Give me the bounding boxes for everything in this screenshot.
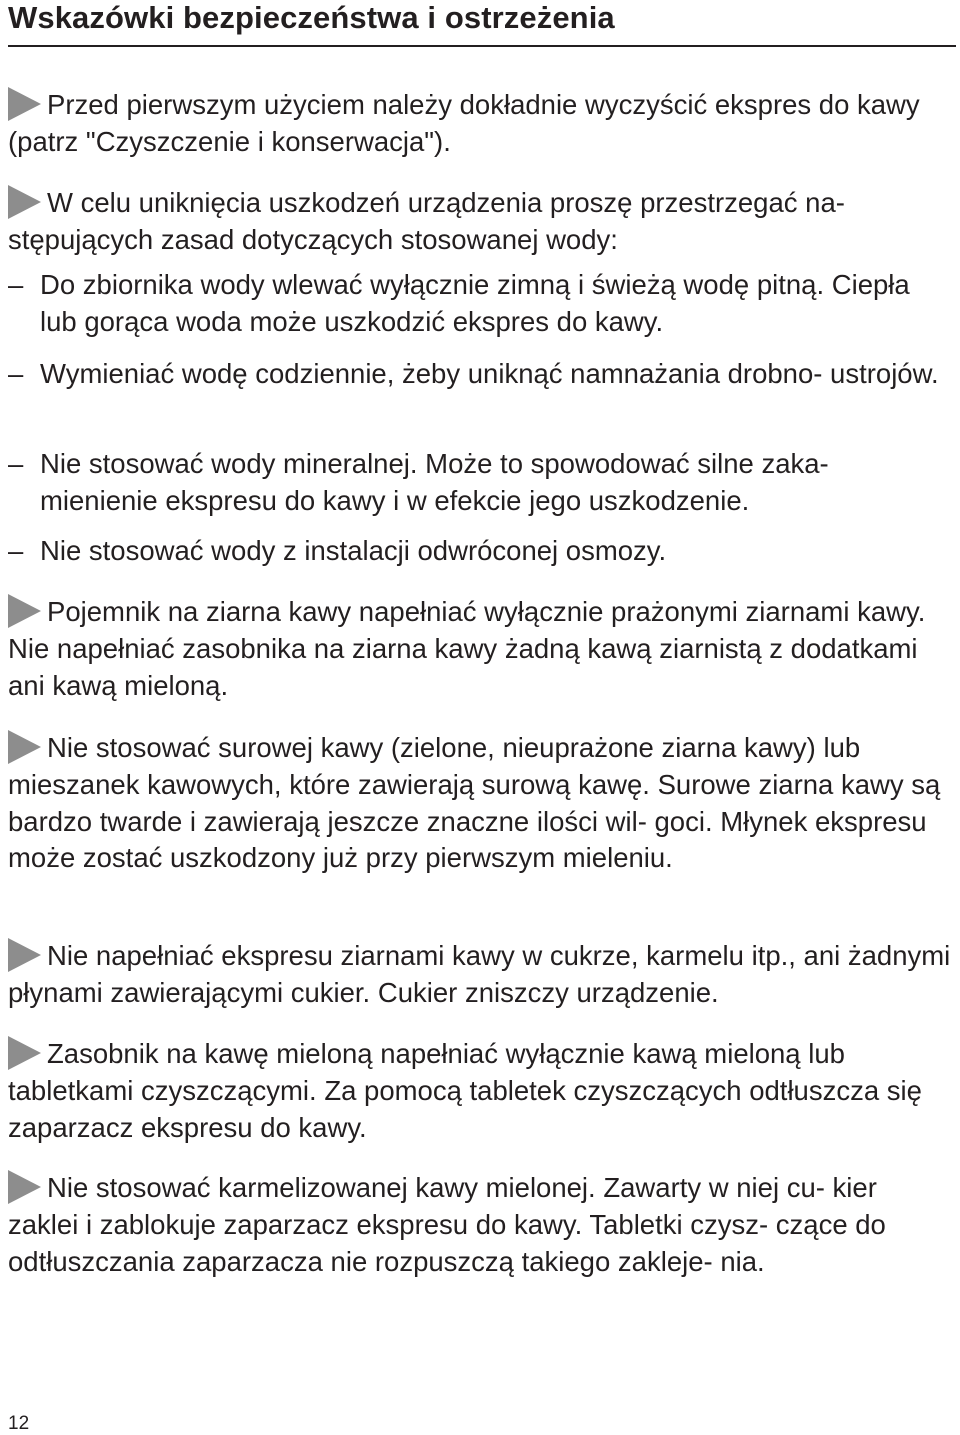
list-item	[8, 533, 952, 570]
dash-icon: –	[8, 535, 24, 566]
arrow-right-icon	[8, 594, 41, 628]
instruction-text: Nie stosować karmelizowanej kawy mielonej. Zawarty w niej cu- kier zaklei i zablokuje zaparzacz ekspresu do kawy. Tabletki czysz- czące do odtłuszczania zaparzacza nie rozpuszczą takiego zakleje- nia.	[8, 1172, 886, 1277]
instruction-text: Zasobnik na kawę mieloną napełniać wyłącznie kawą mieloną lub tabletkami czyszczącymi. Za pomocą tabletek czyszczących odtłuszcza się zaparzacz ekspresu do kawy.	[8, 1038, 922, 1143]
instruction-water-rules	[8, 185, 952, 259]
arrow-right-icon	[8, 1170, 41, 1204]
arrow-right-icon	[8, 185, 41, 219]
title-divider	[8, 45, 956, 47]
arrow-right-icon	[8, 730, 41, 764]
arrow-right-icon	[8, 1036, 41, 1070]
instruction-cleaning-before-first-use	[8, 87, 952, 161]
list-item-text: Do zbiornika wody wlewać wyłącznie zimną i świeżą wodę pitną. Ciepła lub gorąca woda może uszkodzić ekspres do kawy.	[40, 269, 910, 337]
instruction-sugar-coated	[8, 938, 952, 1012]
arrow-right-icon	[8, 938, 41, 972]
dash-icon: –	[8, 448, 24, 479]
instruction-text: Nie stosować surowej kawy (zielone, nieuprażone ziarna kawy) lub mieszanek kawowych, które zawierają surową kawę. Surowe ziarna kawy są bardzo twarde i zawierają jeszcze znaczne ilości wil- goci. Młynek ekspresu może zostać uszkodzony już przy pierwszym mieleniu.	[8, 732, 941, 874]
instruction-caramelized-coffee	[8, 1170, 952, 1280]
arrow-right-icon	[8, 87, 41, 121]
dash-icon: –	[8, 358, 24, 389]
list-item-text: Nie stosować wody z instalacji odwróconej osmozy.	[40, 535, 667, 566]
instruction-text: Pojemnik na ziarna kawy napełniać wyłącznie prażonymi ziarnami kawy. Nie napełniać zasobnika na ziarna kawy żadną kawą ziarnistą z dodatkami ani kawą mieloną.	[8, 596, 926, 701]
list-item-text: Nie stosować wody mineralnej. Może to spowodować silne zaka- mienienie ekspresu do kawy i w efekcie jego uszkodzenie.	[40, 448, 829, 516]
instruction-text: Przed pierwszym użyciem należy dokładnie wyczyścić ekspres do kawy (patrz "Czyszczenie i konserwacja").	[8, 89, 920, 157]
instruction-bean-container	[8, 594, 952, 704]
page-title: Wskazówki bezpieczeństwa i ostrzeżenia	[8, 0, 615, 35]
instruction-text: W celu uniknięcia uszkodzeń urządzenia proszę przestrzegać na- stępujących zasad dotyczących stosowanej wody:	[8, 187, 845, 255]
instruction-text: Nie napełniać ekspresu ziarnami kawy w cukrze, karmelu itp., ani żadnymi płynami zawierającymi cukier. Cukier zniszczy urządzenie.	[8, 940, 951, 1008]
list-item	[8, 267, 952, 341]
instruction-ground-coffee-container	[8, 1036, 952, 1146]
list-item-text: Wymieniać wodę codziennie, żeby uniknąć namnażania drobno- ustrojów.	[40, 358, 939, 389]
list-item	[8, 446, 952, 520]
instruction-raw-coffee	[8, 730, 952, 877]
dash-icon: –	[8, 269, 24, 300]
list-item	[8, 356, 952, 393]
page-number: 12	[8, 1413, 30, 1434]
